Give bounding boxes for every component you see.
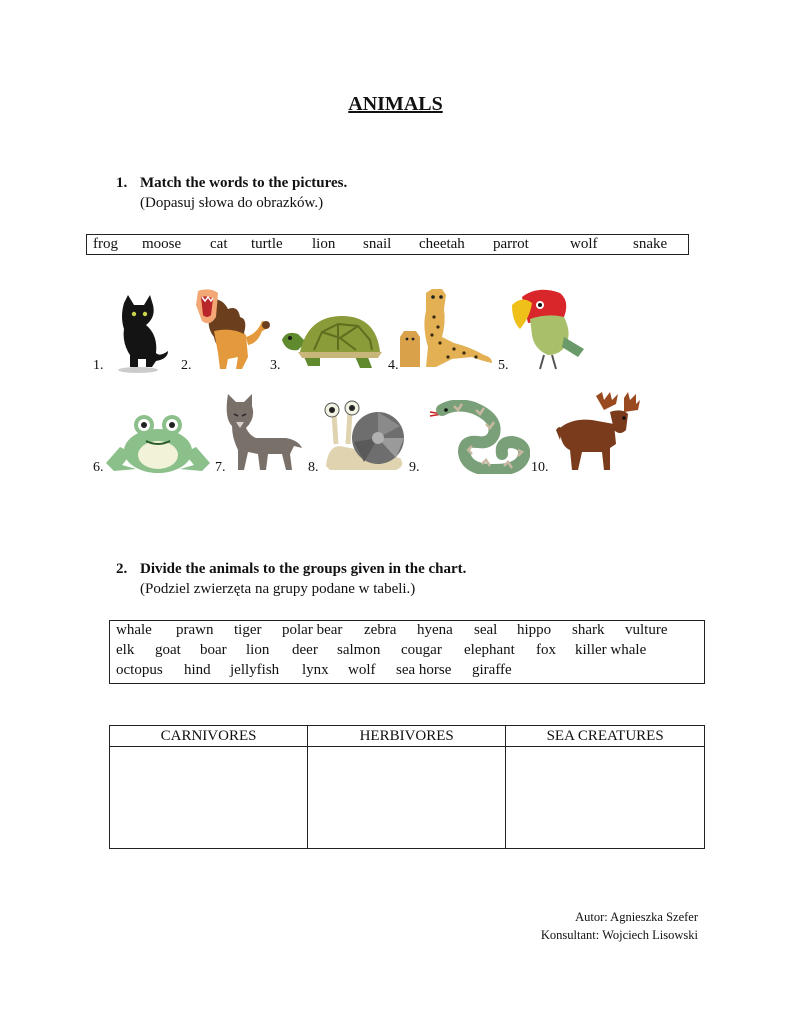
word-item: cougar (401, 642, 442, 658)
word-snake: snake (633, 236, 668, 252)
word-cat: cat (210, 236, 228, 252)
frog-picture (104, 413, 212, 473)
word-frog: frog (93, 236, 118, 252)
word-item: giraffe (472, 662, 512, 678)
chart-header-herbivores: HERBIVORES (308, 726, 506, 747)
word-item: octopus (116, 662, 163, 678)
picture-number-1: 1. (93, 358, 104, 373)
exercise-2-subheading: (Podziel zwierzęta na grupy podane w tabeli.) (140, 581, 416, 597)
lion-picture (188, 287, 273, 373)
word-item: hind (184, 662, 211, 678)
parrot-picture (508, 287, 588, 373)
word-item: lynx (302, 662, 329, 678)
word-item: polar bear (282, 622, 343, 638)
word-item: wolf (348, 662, 376, 678)
word-item: zebra (364, 622, 397, 638)
animal-groups-chart (109, 725, 705, 849)
carnivores-answer-cell[interactable] (110, 747, 308, 849)
word-snail: snail (363, 236, 392, 252)
exercise-1-heading: Match the words to the pictures. (140, 175, 348, 191)
word-item: prawn (176, 622, 214, 638)
word-item: seal (474, 622, 498, 638)
page-title: ANIMALS (348, 93, 443, 115)
word-turtle: turtle (251, 236, 283, 252)
word-item: deer (292, 642, 318, 658)
word-cheetah: cheetah (419, 236, 465, 252)
word-lion: lion (312, 236, 336, 252)
word-item: jellyfish (230, 662, 280, 678)
word-item: killer whale (575, 642, 647, 658)
word-item: sea horse (396, 662, 452, 678)
chart-header-sea-creatures: SEA CREATURES (506, 726, 705, 747)
word-item: goat (155, 642, 181, 658)
picture-number-3: 3. (270, 358, 281, 373)
snail-picture (320, 400, 408, 474)
herbivores-answer-cell[interactable] (308, 747, 506, 849)
snake-picture (424, 400, 530, 474)
picture-number-8: 8. (308, 460, 319, 475)
exercise-2-number: 2. (116, 561, 128, 577)
picture-number-6: 6. (93, 460, 104, 475)
word-item: tiger (234, 622, 262, 638)
cat-picture (110, 295, 170, 373)
wolf-picture (222, 392, 304, 474)
exercise-2-heading: Divide the animals to the groups given in the chart. (140, 561, 467, 577)
exercise-1-word-box (86, 234, 689, 255)
exercise-1-subheading: (Dopasuj słowa do obrazków.) (140, 195, 324, 211)
picture-number-4: 4. (388, 358, 399, 373)
word-item: vulture (625, 622, 668, 638)
exercise-1-number: 1. (116, 175, 128, 191)
picture-number-2: 2. (181, 358, 192, 373)
cheetah-picture (398, 287, 496, 373)
word-item: fox (536, 642, 556, 658)
word-parrot: parrot (493, 236, 529, 252)
exercise-2-word-box (109, 620, 705, 684)
picture-number-7: 7. (215, 460, 226, 475)
word-item: lion (246, 642, 270, 658)
chart-header-carnivores: CARNIVORES (110, 726, 308, 747)
word-item: elephant (464, 642, 515, 658)
word-item: boar (200, 642, 227, 658)
word-item: elk (116, 642, 135, 658)
moose-picture (552, 390, 642, 474)
picture-number-10: 10. (531, 460, 549, 475)
turtle-picture (280, 312, 385, 372)
word-item: hippo (517, 622, 552, 638)
word-wolf: wolf (570, 236, 598, 252)
author-credit: Autor: Agnieszka Szefer (575, 910, 698, 924)
word-moose: moose (142, 236, 182, 252)
consultant-credit: Konsultant: Wojciech Lisowski (540, 928, 698, 942)
word-item: whale (116, 622, 152, 638)
picture-number-5: 5. (498, 358, 509, 373)
word-item: salmon (337, 642, 381, 658)
picture-number-9: 9. (409, 460, 420, 475)
word-item: shark (572, 622, 605, 638)
sea-creatures-answer-cell[interactable] (506, 747, 705, 849)
word-item: hyena (417, 622, 453, 638)
